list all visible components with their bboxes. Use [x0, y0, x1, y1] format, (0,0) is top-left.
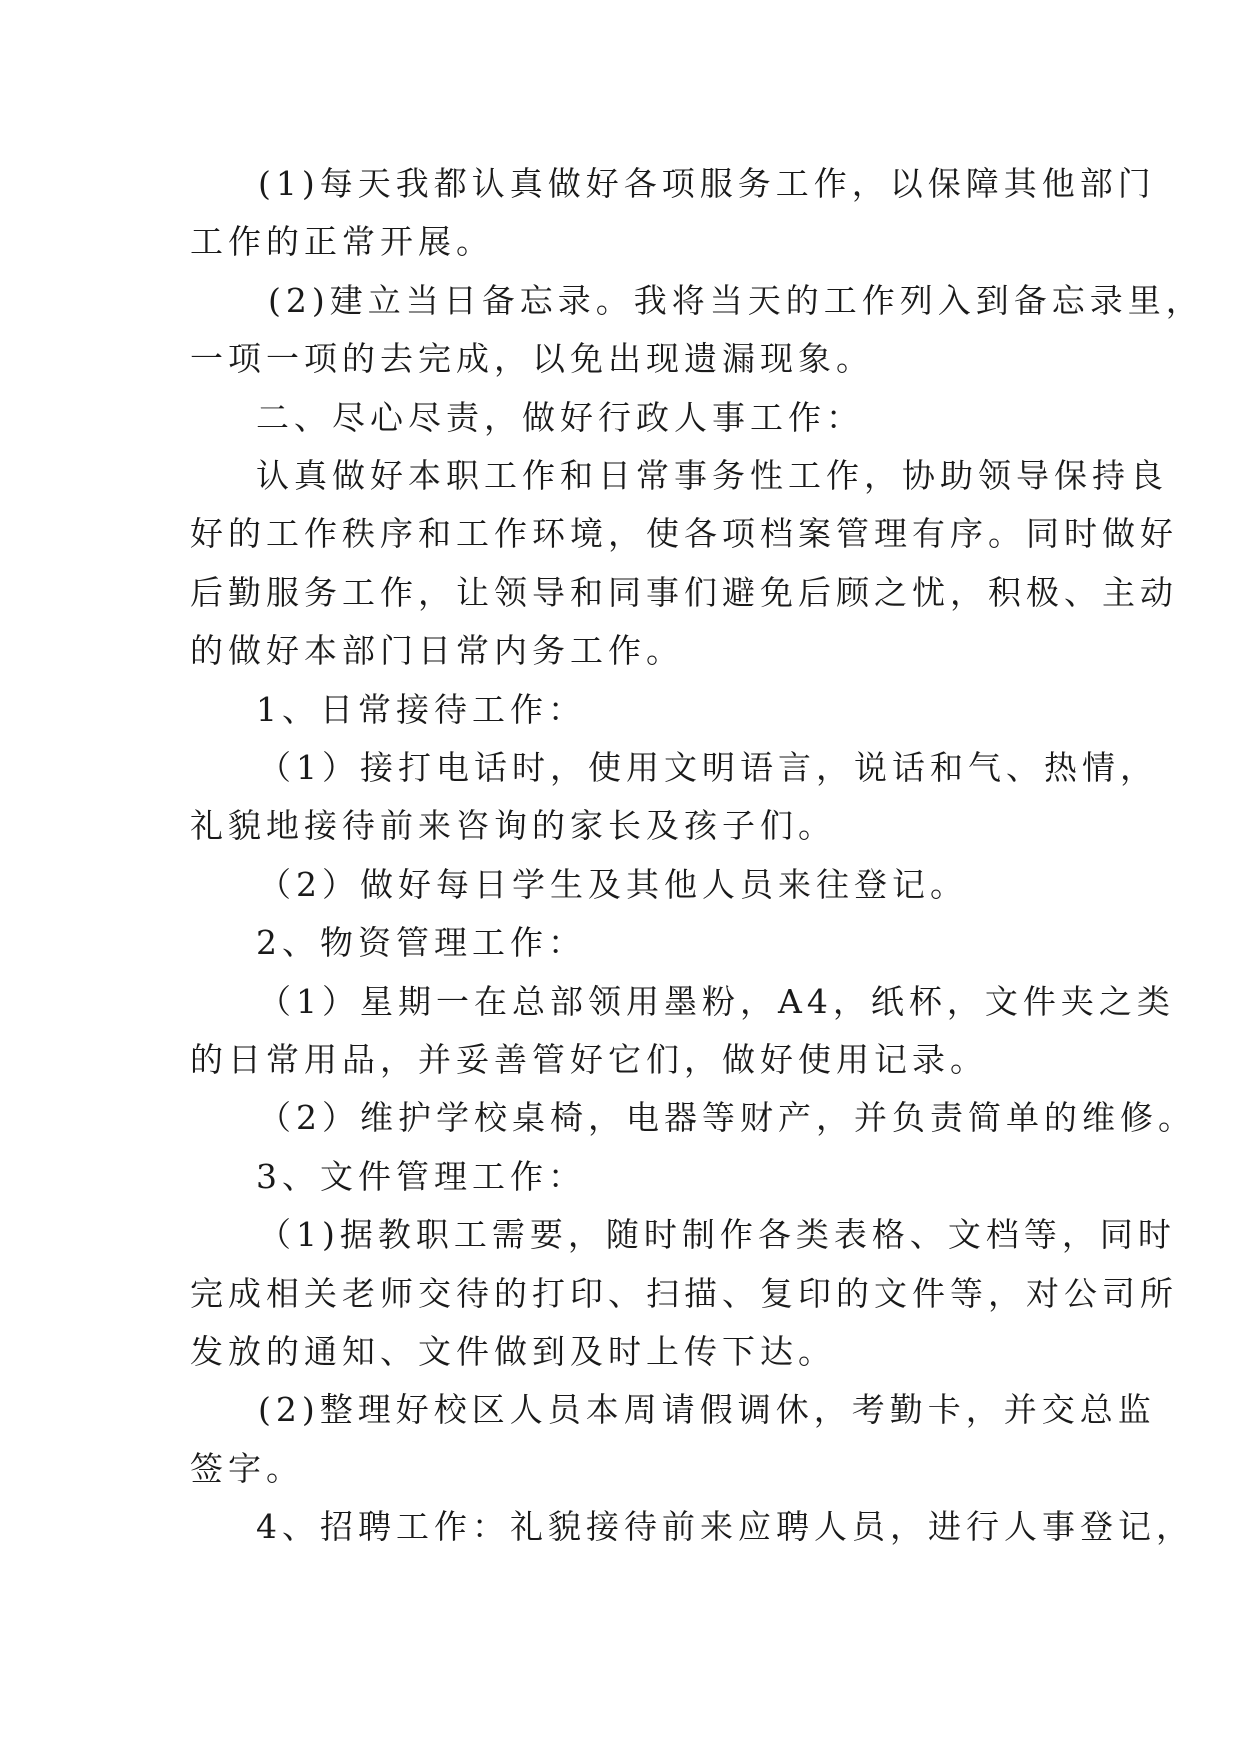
subsection-heading: 3、文件管理工作：	[256, 1157, 586, 1196]
subsection-heading: 1、日常接待工作：	[256, 690, 586, 729]
paragraph-line: （1）接打电话时，使用文明语言，说话和气、热情，	[258, 748, 1158, 787]
paragraph-line: （2）做好每日学生及其他人员来往登记。	[258, 865, 968, 904]
paragraph-line: (2)建立当日备忘录。我将当天的工作列入到备忘录里，	[268, 281, 1204, 320]
subsection-heading: 4、招聘工作：礼貌接待前来应聘人员，进行人事登记，	[256, 1507, 1194, 1546]
paragraph-line: （1)据教职工需要，随时制作各类表格、文档等，同时	[258, 1215, 1176, 1254]
paragraph-line: 的日常用品，并妥善管好它们，做好使用记录。	[190, 1040, 988, 1079]
paragraph-line: 一项一项的去完成，以免出现遗漏现象。	[190, 339, 874, 378]
paragraph-line: 礼貌地接待前来咨询的家长及孩子们。	[190, 806, 836, 845]
paragraph-line: (1)每天我都认真做好各项服务工作，以保障其他部门	[258, 164, 1156, 203]
paragraph-line: 签字。	[190, 1449, 304, 1488]
paragraph-line: 认真做好本职工作和日常事务性工作，协助领导保持良	[256, 456, 1168, 495]
paragraph-line: 好的工作秩序和工作环境，使各项档案管理有序。同时做好	[190, 514, 1178, 553]
subsection-heading: 2、物资管理工作：	[256, 923, 586, 962]
paragraph-line: 完成相关老师交待的打印、扫描、复印的文件等，对公司所	[190, 1274, 1178, 1313]
paragraph-line: 后勤服务工作，让领导和同事们避免后顾之忧，积极、主动	[190, 573, 1178, 612]
paragraph-line: 发放的通知、文件做到及时上传下达。	[190, 1332, 836, 1371]
section-heading: 二、尽心尽责，做好行政人事工作：	[256, 398, 864, 437]
paragraph-line: 工作的正常开展。	[190, 222, 494, 261]
paragraph-line: （2）维护学校桌椅，电器等财产，并负责简单的维修。	[258, 1098, 1196, 1137]
paragraph-line: （1）星期一在总部领用墨粉，A4，纸杯，文件夹之类	[258, 982, 1175, 1021]
paragraph-line: (2)整理好校区人员本周请假调休，考勤卡，并交总监	[258, 1390, 1156, 1429]
paragraph-line: 的做好本部门日常内务工作。	[190, 631, 684, 670]
